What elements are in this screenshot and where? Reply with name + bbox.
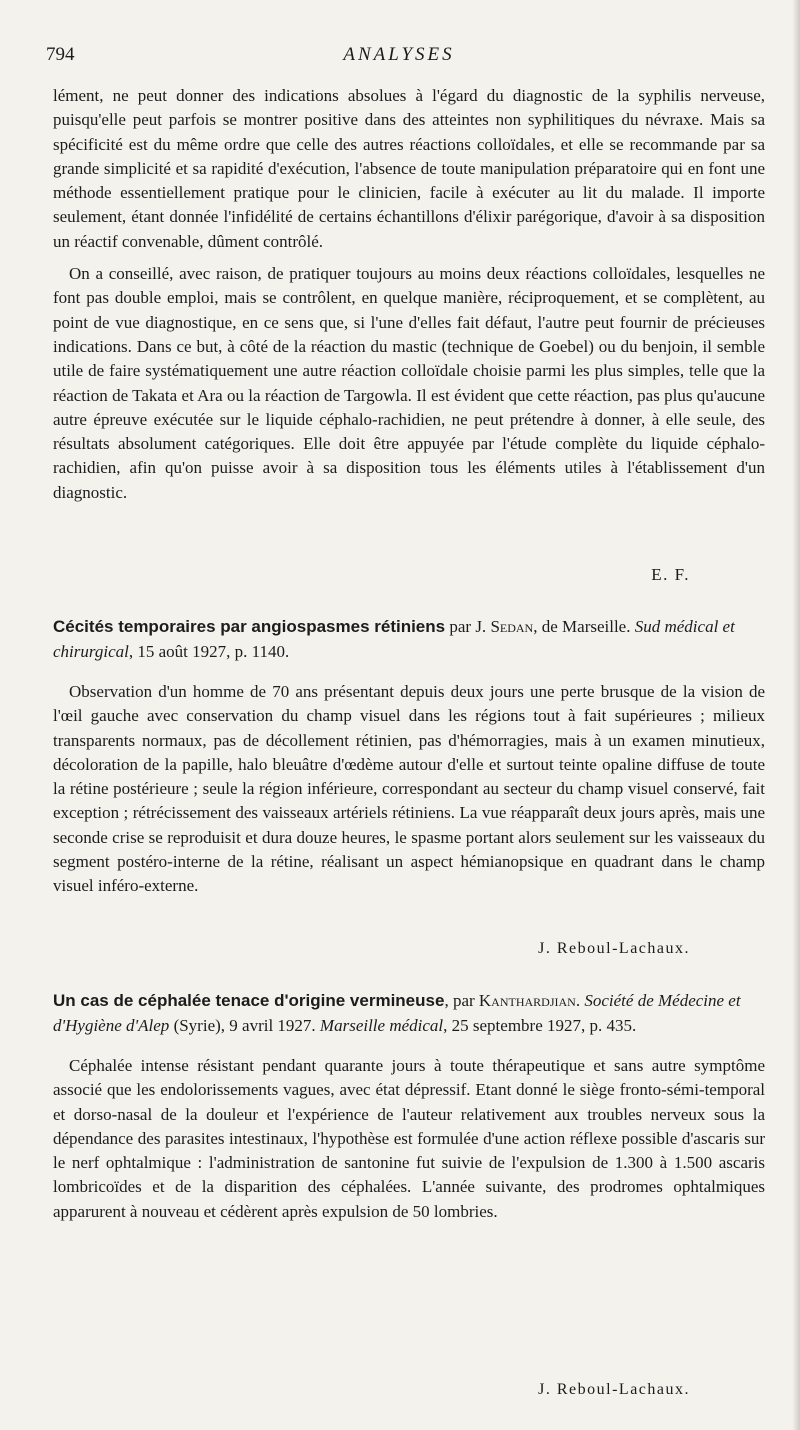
article-title: Cécités temporaires par angiospasmes rétiniens [53,617,446,636]
signature: J. Reboul-Lachaux. [538,1381,690,1398]
article-body: Observation d'un homme de 70 ans présentant depuis deux jours une perte brusque de la vision de l'œil gauche avec conservation du champ visuel dans les régions tout à fait supérieures ; milieux transparents normaux, pas de décollement rétinien, pas d'hémorragies, mais à un examen minutieux, décoloration de la papille, halo bleuâtre d'œdème autour d'elle et surtout teinte opaline diffuse de toute la rétine postérieure ; seule la région inférieure, correspondant au secteur du champ visuel conservé, fait exception ; rétrécissement des vaisseaux artériels rétiniens. La vue réapparaît deux jours après, mais une seconde crise se reproduisit et dura douze heures, le spasme portant alors seulement sur les vaisseaux du segment postéro-interne de la rétine, réalisant un aspect hémianopsique en quadrant dans le champ visuel inféro-externe. [53,682,765,896]
author-prefix: par J. [449,617,487,636]
citation: (Syrie), 9 avril 1927. [169,1016,316,1035]
paragraph: On a conseillé, avec raison, de pratiquer toujours au moins deux réactions colloïdales, lesquelles ne font pas double emploi, mais se contrôlent, en quelque manière, réciproquement, et se complètent, au point de vue diagnostique, en ce sens que, si l'une d'elles fait défaut, l'autre peut fournir de précieuses indications. Dans ce but, à côté de la réaction du mastic (technique de Goebel) ou du benjoin, il semble utile de faire systématiquement une autre réaction colloïdale choisie parmi les plus simples, telle que la réaction de Takata et Ara ou la réaction de Targowla. Il est évident que cette réaction, pas plus qu'aucune autre épreuve exécutée sur le liquide céphalo-rachidien, ne peut prétendre à donner, à elle seule, des résultats absolument catégoriques. Elle doit être appuyée par l'étude complète du liquide céphalo-rachidien, afin qu'on puisse avoir à sa disposition tous les éléments utiles à l'établissement d'un diagnostic. [53,264,765,502]
article-continuation [53,84,765,505]
citation: , 15 août 1927, p. 1140. [128,642,290,661]
page-header [46,44,752,70]
article-title: Un cas de céphalée tenace d'origine vermineuse [53,991,445,1010]
journal-name-2: Marseille médical [319,1016,444,1035]
journal-name: Sud médical et chirurgical [53,617,735,661]
article-body: Céphalée intense résistant pendant quarante jours à toute thérapeutique et sans autre symptôme associé que les endolorissements vagues, avec état dépressif. Etant donné le siège fronto-sémi-temporal et dorso-nasal de la douleur et l'expérience de l'auteur relativement aux troubles nerveux sous la dépendance des parasites intestinaux, l'hypothèse est formulée d'une action réflexe possible d'ascaris sur le nerf ophtalmique : l'administration de santonine fut suivie de l'expulsion de 1.300 à 1.500 ascaris lombricoïdes et de la disparition des céphalées. L'année suivante, des prodromes ophtalmiques apparurent à nouveau et cédèrent après expulsion de 50 lombries. [53,1056,765,1221]
author-name: Kanthardjian [478,991,576,1010]
page-binding-edge [792,0,800,1430]
article-heading [53,988,765,1038]
journal-name: Société de Médecine et d'Hygiène d'Alep [53,991,741,1035]
page-number: 794 [46,44,75,65]
article-heading [53,614,765,664]
citation-2: , 25 septembre 1927, p. 435. [443,1016,637,1035]
author-prefix: , par [444,991,475,1010]
article-cecites [53,614,765,899]
running-title: ANALYSES [343,44,455,65]
signature: J. Reboul-Lachaux. [538,940,690,957]
article-cephalee [53,988,765,1224]
paragraph: lément, ne peut donner des indications absolues à l'égard du diagnostic de la syphilis nerveuse, puisqu'elle peut parfois se montrer positive dans des atteintes non syphilitiques du névraxe. Mais sa spécificité est du même ordre que celle des autres réactions colloïdales, et elle se recommande par sa grande simplicité et sa rapidité d'exécution, l'absence de toute manipulation préparatoire qui en font une méthode essentiellement pratique pour le clinicien, facile à exécuter au lit du malade. Il importe seulement, étant donnée l'infidélité de certains échantillons d'élixir parégorique, d'avoir à sa disposition un réactif convenable, dûment contrôlé. [53,86,765,251]
author-name: Sedan [490,617,534,636]
author-suffix: , de Marseille. [533,617,631,636]
author-suffix: . [575,991,581,1010]
signature-initials: E. F. [651,565,690,584]
